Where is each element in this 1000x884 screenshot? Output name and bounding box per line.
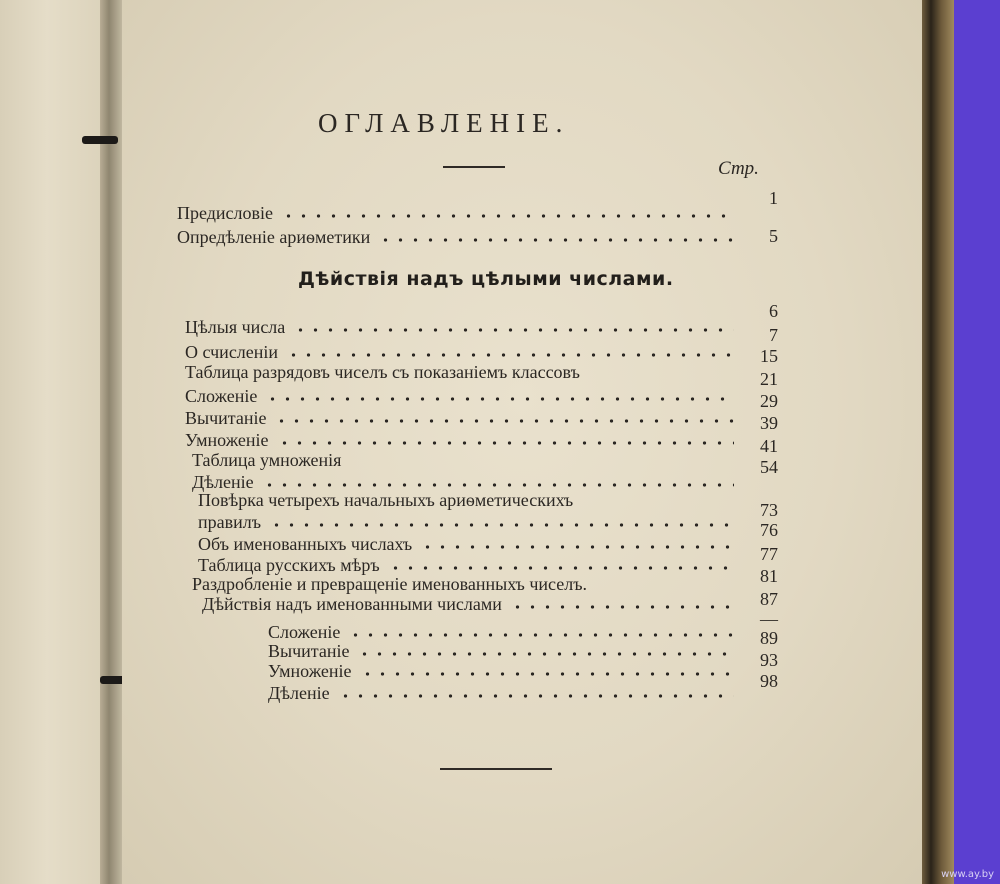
toc-entry-label: Опредѣленіе ариѳметики (177, 227, 371, 247)
page-number: 7 (769, 325, 778, 345)
page-number: 81 (760, 566, 778, 586)
toc-entry-label: Таблица русскихъ мѣръ (198, 555, 380, 575)
toc-entry-label: Умноженіе (185, 430, 269, 450)
toc-entry-label: Вычитаніе (185, 408, 267, 428)
dot-leader (378, 236, 734, 244)
dot-leader (510, 603, 734, 611)
toc-entry-label: Цѣлыя числа (185, 317, 286, 337)
page-number: 15 (760, 346, 778, 366)
dot-leader (265, 395, 734, 403)
toc-entry[interactable] (177, 202, 740, 224)
dot-leader (286, 351, 734, 359)
dot-leader (274, 417, 734, 425)
toc-entry-label: Сложеніе (268, 622, 341, 642)
watermark: www.ay.by (941, 869, 994, 880)
page-number: 93 (760, 650, 778, 670)
toc-subentry[interactable] (268, 640, 740, 662)
toc-entry[interactable] (192, 573, 740, 595)
dot-leader (360, 670, 734, 678)
toc-entry-label: Дѣленіе (268, 683, 330, 703)
page-number: 73 (760, 500, 778, 520)
page-number: 39 (760, 413, 778, 433)
toc-entry-label: Дѣленіе (192, 472, 254, 492)
dot-leader (388, 564, 734, 572)
page-number: 6 (769, 301, 778, 321)
page-title: ОГЛАВЛЕНІЕ. (318, 108, 570, 138)
dot-leader (262, 481, 734, 489)
page-number: 87 (760, 589, 778, 609)
toc-entry-label: Повѣрка четырехъ начальныхъ ариѳметическихъ (198, 490, 574, 510)
page-number: — (760, 609, 778, 629)
dot-leader (357, 650, 734, 658)
title-rule (443, 166, 505, 168)
toc-entry[interactable] (185, 407, 740, 429)
toc-entry-label: О счисленіи (185, 342, 279, 362)
dot-leader (420, 543, 734, 551)
page-column-label: Стр. (718, 158, 759, 179)
page-number: 76 (760, 520, 778, 540)
binding-thread-top (82, 136, 118, 144)
section-heading: Дѣйствія надъ цѣлыми числами. (298, 268, 674, 290)
page-number: 41 (760, 436, 778, 456)
toc-subentry[interactable] (268, 660, 740, 682)
toc-entry-label: Таблица умноженія (192, 450, 342, 470)
toc-entry[interactable] (202, 593, 740, 615)
toc-entry[interactable] (198, 533, 740, 555)
dot-leader (293, 326, 734, 334)
dot-leader (338, 692, 734, 700)
toc-entry[interactable] (198, 511, 740, 533)
toc-entry[interactable] (185, 429, 740, 451)
dot-leader (348, 631, 734, 639)
toc-entry-label: Раздробленіе и превращеніе именованныхъ чиселъ. (192, 574, 588, 594)
toc-entry-label: правилъ (198, 512, 262, 532)
toc-entry[interactable] (185, 341, 740, 363)
dot-leader (269, 521, 734, 529)
toc-entry-label: Таблица разрядовъ чиселъ съ показаніемъ классовъ (185, 362, 580, 382)
toc-entry[interactable] (177, 226, 740, 248)
page-number: 98 (760, 671, 778, 691)
page-number: 1 (769, 188, 778, 208)
toc-entry[interactable] (185, 385, 740, 407)
bottom-rule (440, 768, 552, 770)
dot-leader (281, 212, 734, 220)
toc-entry-label: Вычитаніе (268, 641, 350, 661)
toc-entry-label: Умноженіе (268, 661, 352, 681)
toc-entry[interactable] (185, 316, 740, 338)
toc-entry-label: Предисловіе (177, 203, 274, 223)
toc-entry[interactable] (192, 449, 740, 471)
page-number: 77 (760, 544, 778, 564)
toc-entry[interactable] (185, 361, 740, 383)
page-number: 29 (760, 391, 778, 411)
page-number: 5 (769, 226, 778, 246)
toc-entry-label: Объ именованныхъ числахъ (198, 534, 413, 554)
page-number: 21 (760, 369, 778, 389)
toc-entry-label: Сложеніе (185, 386, 258, 406)
page-number: 54 (760, 457, 778, 477)
toc-entry-label: Дѣйствія надъ именованными числами (202, 594, 502, 614)
dot-leader (277, 439, 734, 447)
page-number: 89 (760, 628, 778, 648)
toc-entry[interactable] (198, 489, 740, 511)
toc-subentry[interactable] (268, 682, 740, 704)
